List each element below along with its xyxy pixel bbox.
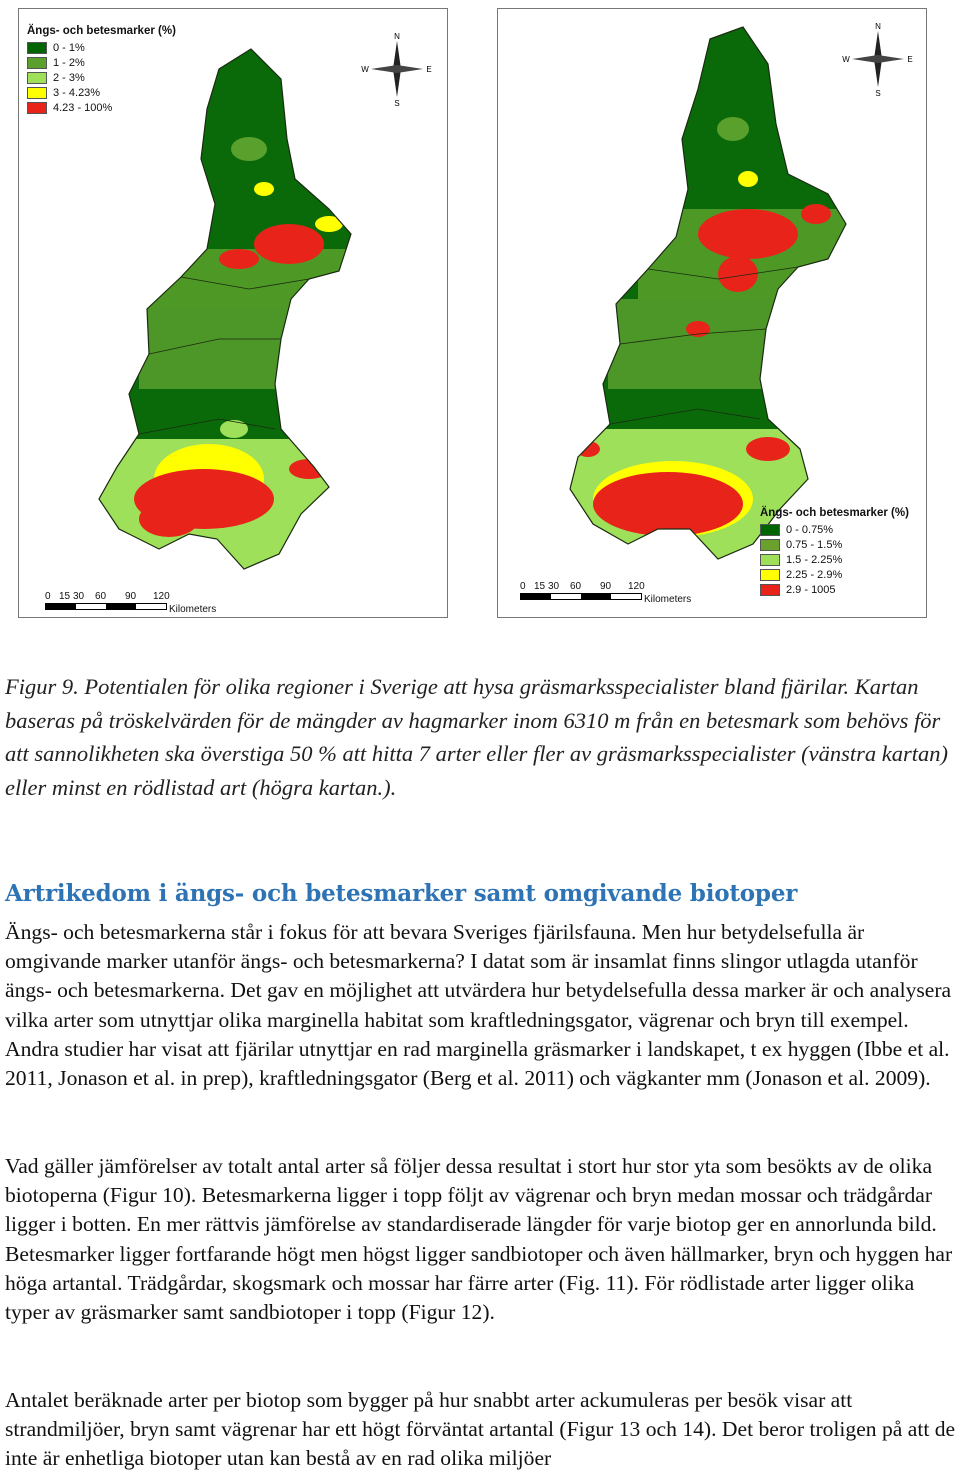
figure-caption: Figur 9. Potentialen för olika regioner i Sverige att hysa gräsmarksspecialister bland fjärilar. Kartan baseras på tröskelvärden för de mängder av hagmarker inom 6310 m från en betesmark som behövs för att sannolikheten ska överstiga 50 % att hitta 7 arter eller fler av gräsmarksspecialister (vänstra kartan) eller minst en rödlistad art (högra kartan.).	[5, 674, 949, 800]
scale-tick: 15	[534, 581, 546, 592]
compass-e: E	[907, 55, 913, 64]
legend-row	[27, 55, 176, 70]
legend-row	[760, 552, 909, 567]
legend-swatch	[760, 554, 780, 566]
legend-swatch	[760, 524, 780, 536]
scale-tick: 15	[59, 591, 71, 602]
scale-tick: 30	[548, 581, 560, 592]
scale-tick: 30	[73, 591, 85, 602]
scale-ticks	[45, 591, 170, 602]
scale-unit: Kilometers	[169, 604, 217, 615]
legend-label: 0.75 - 1.5%	[786, 538, 843, 551]
paragraph: Ängs- och betesmarkerna står i fokus för att bevara Sveriges fjärilsfauna. Men hur betydelsefulla är omgivande marker utanför ängs- och betesmarkerna? I datat som är insamlat finns slingor utlagda utanför ängs- och betesmarkerna. Det gav en möjlighet att utvärdera hur betydelsefulla dessa marker är och analysera vilka arter som utnyttjar olika marginella habitat som kraftledningsgator, vägrenar och bryn till exempel. Andra studier har visat att fjärilar utnyttjar en rad marginella gräsmarker i landskapet, t ex hyggen (Ibbe et al. 2011, Jonason et al. in prep), kraftledningsgator (Berg et al. 2011) och vägkanter mm (Jonason et al. 2009).	[5, 920, 952, 1091]
scale-bar	[45, 591, 217, 615]
legend-label: 2 - 3%	[53, 71, 85, 84]
legend-swatch	[760, 569, 780, 581]
map-right	[497, 8, 927, 618]
compass-n: N	[394, 32, 400, 41]
legend-row	[27, 100, 176, 115]
figure-maps	[0, 0, 960, 630]
legend-title: Ängs- och betesmarker (%)	[27, 25, 176, 37]
paragraph: Vad gäller jämförelser av totalt antal arter så följer dessa resultat i stort hur stor yta som besökts av de olika biotoperna (Figur 10). Betesmarkerna ligger i topp följt av vägrenar och bryn medan mossar och trädgårdar ligger i botten. En mer rättvis jämförelse av standardiserade längder för varje biotop ger en annorlunda bild. Betesmarker ligger fortfarande högt men högst ligger sandbiotoper och även hällmarker, bryn och hyggen har höga artantal. Trädgårdar, skogsmark och mossar har färre arter (Fig. 11). För rödlistade arter ligger olika typer av gräsmarker samt sandbiotoper i topp (Figur 12).	[5, 1154, 953, 1325]
compass-s: S	[394, 99, 400, 108]
compass-n: N	[875, 22, 881, 31]
scale-bar-graphic	[520, 593, 642, 600]
legend-swatch	[760, 539, 780, 551]
map-left-legend	[27, 25, 176, 115]
north-arrow-icon	[357, 29, 437, 114]
legend-label: 3 - 4.23%	[53, 86, 101, 99]
scale-tick: 60	[95, 591, 107, 602]
legend-row	[760, 522, 909, 537]
compass-w: W	[361, 65, 369, 74]
section-heading: Artrikedom i ängs- och betesmarker samt omgivande biotoper	[5, 880, 798, 907]
scale-tick: 90	[125, 591, 137, 602]
paragraph: Antalet beräknade arter per biotop som bygger på hur snabbt arter ackumuleras per besök visar att strandmiljöer, bryn samt vägrenar har ett högt förväntat artantal (Figur 13 och 14). Det beror troligen på att de inte är enhetliga biotoper utan kan bestå av en rad olika miljöer	[5, 1388, 956, 1471]
legend-row	[760, 582, 909, 597]
scale-tick: 0	[520, 581, 526, 592]
scale-tick: 90	[600, 581, 612, 592]
legend-row	[27, 85, 176, 100]
compass-e: E	[426, 65, 432, 74]
scale-tick: 0	[45, 591, 51, 602]
legend-row	[760, 567, 909, 582]
legend-label: 1.5 - 2.25%	[786, 553, 843, 566]
scale-ticks	[520, 581, 645, 592]
legend-swatch	[27, 57, 47, 69]
legend-row	[27, 70, 176, 85]
map-left	[18, 8, 448, 618]
legend-label: 1 - 2%	[53, 56, 85, 69]
legend-swatch	[27, 102, 47, 114]
compass-w: W	[842, 55, 850, 64]
legend-swatch	[27, 87, 47, 99]
legend-label: 0 - 1%	[53, 41, 85, 54]
legend-label: 2.9 - 1005	[786, 583, 836, 596]
north-arrow-icon	[838, 19, 918, 104]
scale-tick: 120	[628, 581, 645, 592]
legend-swatch	[27, 72, 47, 84]
scale-unit: Kilometers	[644, 594, 692, 605]
compass-s: S	[875, 89, 881, 98]
scale-tick: 60	[570, 581, 582, 592]
scale-bar-graphic	[45, 603, 167, 610]
legend-label: 0 - 0.75%	[786, 523, 834, 536]
legend-label: 4.23 - 100%	[53, 101, 113, 114]
legend-title: Ängs- och betesmarker (%)	[760, 507, 909, 519]
legend-label: 2.25 - 2.9%	[786, 568, 843, 581]
map-right-legend	[760, 507, 909, 597]
scale-tick: 120	[153, 591, 170, 602]
scale-bar	[520, 581, 692, 605]
legend-row	[760, 537, 909, 552]
legend-row	[27, 40, 176, 55]
legend-swatch	[760, 584, 780, 596]
legend-swatch	[27, 42, 47, 54]
